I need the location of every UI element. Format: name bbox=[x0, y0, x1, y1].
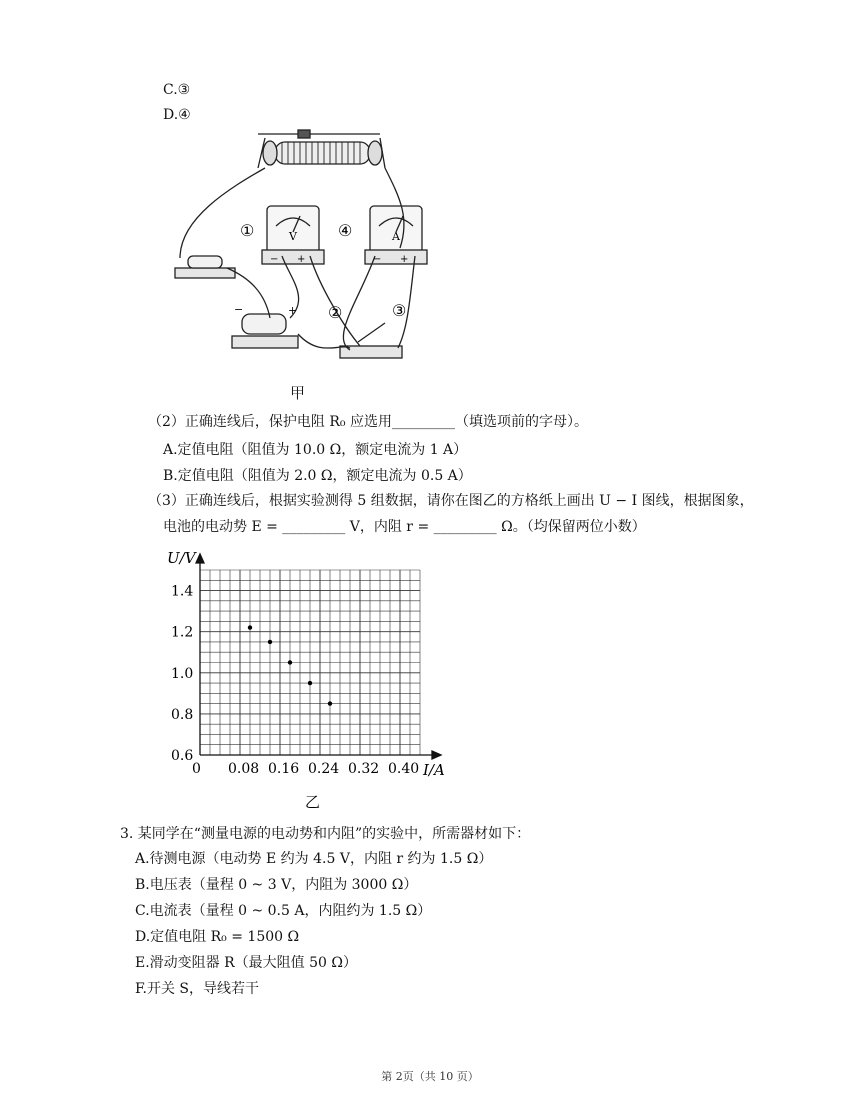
ammeter-minus: − bbox=[373, 254, 382, 265]
marker-2: ② bbox=[328, 303, 343, 322]
data-point bbox=[328, 701, 332, 705]
circuit-diagram bbox=[170, 128, 440, 368]
data-point bbox=[248, 625, 252, 629]
y-tick-label: 0.8 bbox=[171, 706, 194, 723]
voltmeter-minus: − bbox=[270, 254, 279, 265]
option-d: D.④ bbox=[163, 107, 191, 123]
ammeter-plus: + bbox=[400, 254, 409, 265]
marker-4: ④ bbox=[338, 221, 353, 240]
x-axis-label: I/A bbox=[423, 761, 445, 779]
y-tick-label: 1.2 bbox=[171, 624, 194, 641]
battery-plus: + bbox=[288, 304, 298, 317]
q2-option-a: A.定值电阻（阻值为 10.0 Ω，额定电流为 1 A） bbox=[163, 442, 468, 458]
q-next-item-e: E.滑动变阻器 R（最大阻值 50 Ω） bbox=[135, 955, 357, 971]
data-point bbox=[288, 660, 292, 664]
graph-axes bbox=[196, 554, 441, 759]
battery-minus: − bbox=[234, 303, 244, 316]
u-i-graph bbox=[165, 545, 455, 810]
graph-caption: 乙 bbox=[305, 793, 321, 810]
y-tick-label: 0.6 bbox=[171, 748, 194, 764]
marker-1: ① bbox=[240, 221, 255, 240]
q-next-item-f: F.开关 S，导线若干 bbox=[135, 981, 260, 997]
q3-stem-line2: 电池的电动势 E = _________ V，内阻 r = _________ Ω。（均保留两位小数） bbox=[163, 519, 646, 535]
y-tick-label: 1.0 bbox=[171, 665, 194, 682]
graph-grid bbox=[200, 570, 420, 755]
x-tick-label: 0 bbox=[192, 761, 201, 777]
figure-jia-caption: 甲 bbox=[290, 384, 306, 402]
marker-3: ③ bbox=[392, 301, 407, 320]
q-next-item-b: B.电压表（量程 0 ~ 3 V，内阻为 3000 Ω） bbox=[135, 877, 418, 893]
q-next-item-d: D.定值电阻 R₀ = 1500 Ω bbox=[135, 929, 300, 945]
page-footer: 第 2页（共 10 页） bbox=[381, 1070, 479, 1083]
q2-option-b: B.定值电阻（阻值为 2.0 Ω，额定电流为 0.5 A） bbox=[163, 468, 472, 484]
data-point bbox=[308, 681, 312, 685]
x-tick-label: 0.40 bbox=[388, 761, 420, 777]
q3-stem-line1: （3）正确连线后，根据实验测得 5 组数据，请你在图乙的方格纸上画出 U − I 图线，根据图象， bbox=[148, 493, 754, 509]
option-c: C.③ bbox=[163, 82, 191, 98]
q-next-stem: 3. 某同学在“测量电源的电动势和内阻”的实验中，所需器材如下： bbox=[120, 826, 531, 842]
x-tick-label: 0.08 bbox=[228, 761, 260, 777]
q2-stem: （2）正确连线后，保护电阻 R₀ 应选用_________（填选项前的字母）。 bbox=[148, 414, 588, 430]
x-tick-label: 0.16 bbox=[268, 761, 300, 777]
voltmeter-plus: + bbox=[297, 254, 306, 265]
q-next-item-a: A.待测电源（电动势 E 约为 4.5 V，内阻 r 约为 1.5 Ω） bbox=[135, 851, 493, 867]
data-point bbox=[268, 640, 272, 644]
ammeter-label: A bbox=[392, 230, 400, 243]
x-tick-label: 0.32 bbox=[348, 761, 380, 777]
voltmeter-label: V bbox=[289, 230, 297, 243]
x-tick-label: 0.24 bbox=[308, 761, 340, 777]
q-next-item-c: C.电流表（量程 0 ~ 0.5 A，内阻约为 1.5 Ω） bbox=[135, 903, 432, 919]
y-tick-label: 1.4 bbox=[171, 583, 194, 600]
y-axis-label: U/V bbox=[167, 549, 196, 567]
